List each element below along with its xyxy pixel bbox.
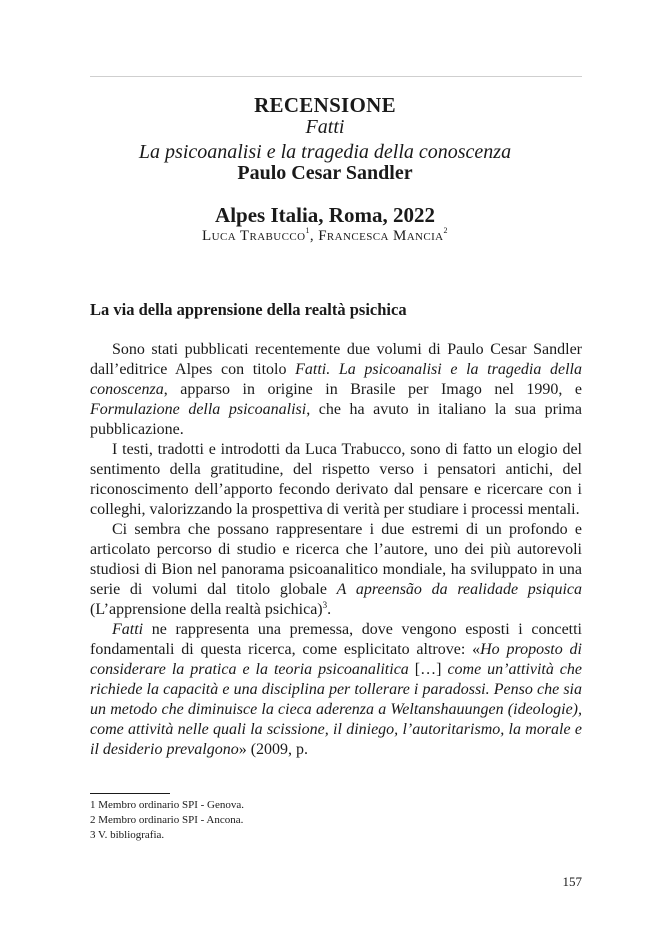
book-title: Fatti <box>305 116 345 138</box>
reviewer-name: Luca Trabucco <box>202 228 306 244</box>
footnote-rule <box>90 793 170 794</box>
publisher-line: Alpes Italia, Roma, 2022 <box>215 203 435 227</box>
text-run: Ci sembra che possano rappresentare i due estremi di un profondo e articolato percorso di studio e ricerca che l’autore, uno dei più autorevoli studiosi di Bion nel panorama psicoanalitico mondiale, ha sviluppato in una serie di volumi dal titolo globale <box>90 521 582 598</box>
footnotes <box>90 798 582 843</box>
italic-title: Fatti. La psicoanalisi e la tragedia della conoscenza <box>90 361 582 398</box>
review-label: RECENSIONE <box>254 93 396 117</box>
text-run: , che ha avuto in italiano la sua prima pubblicazione. <box>90 401 582 438</box>
footnote: 3 V. bibliografia. <box>90 829 165 841</box>
footnote-ref: 1 <box>305 226 310 235</box>
book-author: Paulo Cesar Sandler <box>237 162 413 184</box>
book-subtitle: La psicoanalisi e la tragedia della conoscenza <box>138 141 512 163</box>
footnote-ref: 3 <box>322 600 328 610</box>
italic-quote: Ho proposto di considerare la pratica e la teoria psicoanalitica <box>90 641 582 678</box>
reviewer-name: Francesca Mancia <box>318 228 444 244</box>
text-run: (L’apprensione della realtà psichica) <box>90 601 323 618</box>
italic-title: Formulazione della psicoanalisi <box>90 401 307 418</box>
section-title: La via della apprensione della realtà psichica <box>90 300 407 319</box>
italic-title: Fatti <box>112 621 144 638</box>
footnote: 1 Membro ordinario SPI - Genova. <box>90 799 244 811</box>
italic-quote: come un’attività che richiede la capacità e una disciplina per tollerare i paradossi. Penso che sia un metodo che diminuisce la cieca aderenza a Weltanshauungen (ideologie), come attività nelle quali la scissione, il diniego, l’autoritarismo, la morale e il desiderio prevalgono <box>90 661 583 758</box>
text-run: . <box>327 601 332 618</box>
paragraph: I testi, tradotti e introdotti da Luca Trabucco, sono di fatto un elogio del sentimento della gratitudine, del rispetto verso i pensatori antichi, del riconoscimento dell’apporto fecondo derivato dal pensare e ricercare con i colleghi, valorizzando la prospettiva di verità per studiare i processi mentali. <box>90 441 582 518</box>
article-body <box>90 340 582 760</box>
paragraph <box>90 620 582 760</box>
footnote-ref: 2 <box>443 226 448 235</box>
text-run: , apparso in origine in Brasile per Imago nel 1990, e <box>163 381 582 398</box>
reviewer-separator: , <box>309 228 319 244</box>
text-run: ne rappresenta una premessa, dove vengono esposti i concetti fondamentali di questa ricerca, come esplicitato altrove: « <box>90 621 582 658</box>
text-run: Sono stati pubblicati recentemente due volumi di Paulo Cesar Sandler dall’editrice Alpes con titolo <box>90 341 582 378</box>
text-run: » (2009, p. <box>238 741 309 758</box>
footnote: 2 Membro ordinario SPI - Ancona. <box>90 814 244 826</box>
text-run: […] <box>408 661 448 678</box>
paragraph <box>90 340 582 440</box>
paragraph <box>90 520 582 620</box>
header-rule <box>90 76 582 77</box>
page-number: 157 <box>562 874 582 889</box>
reviewers-line <box>0 227 650 245</box>
italic-title: A apreensão da realidade psiquica <box>336 581 583 598</box>
